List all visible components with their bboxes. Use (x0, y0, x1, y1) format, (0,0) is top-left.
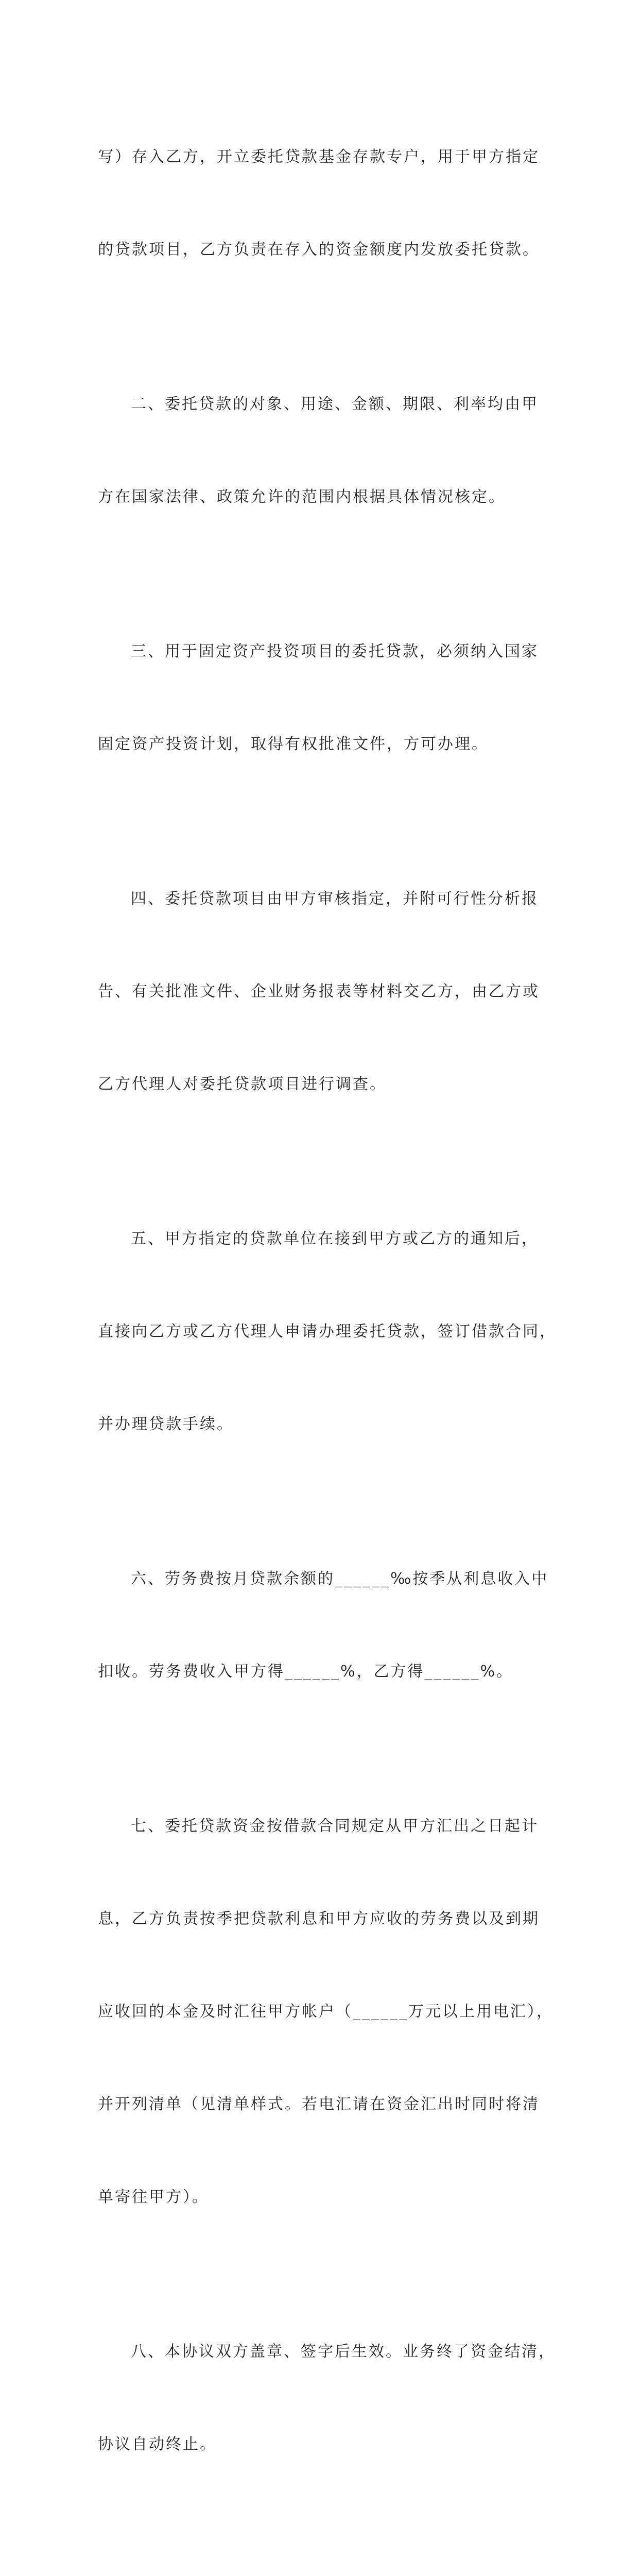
text-line: 扣收。劳务费收入甲方得______%，乙方得______%。 (98, 1663, 514, 1681)
agreement-body (98, 80, 561, 2576)
text-line: 写）存入乙方，开立委托贷款基金存款专户，用于甲方指定 (98, 148, 540, 166)
clause-8 (98, 2275, 561, 2522)
text-line: 固定资产投资计划，取得有权批准文件，方可办理。 (98, 735, 489, 753)
text-line: 五、甲方指定的贷款单位在接到甲方或乙方的通知后， (131, 1230, 539, 1248)
text-line: 六、劳务费按月贷款余额的______‰按季从利息收入中 (131, 1570, 549, 1588)
text-line: 告、有关批准文件、企业财务报表等材料交乙方，由乙方或 (98, 982, 540, 1001)
clause-2 (98, 327, 561, 574)
text-line: 协议自动终止。 (98, 2435, 217, 2453)
text-line: 息，乙方负责按季把贷款利息和甲方应收的劳务费以及到期 (98, 1910, 540, 1928)
text-line: 直接向乙方或乙方代理人申请办理委托贷款，签订借款合同， (98, 1323, 557, 1341)
text-line: 应收回的本金及时汇往甲方帐户（______万元以上用电汇）， (98, 2003, 554, 2021)
clause-7 (98, 1749, 561, 2275)
text-line: 方在国家法律、政策允许的范围内根据具体情况核定。 (98, 488, 506, 506)
text-line: 并办理贷款手续。 (98, 1415, 234, 1433)
text-line: 八、本协议双方盖章、签字后生效。业务终了资金结清， (131, 2343, 556, 2361)
text-line: 并开列清单（见清单样式。若电汇请在资金汇出时同时将清 (98, 2095, 540, 2113)
clause-6 (98, 1502, 561, 1749)
clause-9 (98, 2522, 561, 2576)
paragraph-1-continuation (98, 80, 561, 327)
text-line: 单寄往甲方）。 (98, 2188, 209, 2206)
clause-4 (98, 822, 561, 1162)
text-line: 的贷款项目，乙方负责在存入的资金额度内发放委托贷款。 (98, 241, 540, 259)
text-line: 乙方代理人对委托贷款项目进行调查。 (98, 1075, 387, 1093)
text-line: 二、委托贷款的对象、用途、金额、期限、利率均由甲 (131, 395, 539, 413)
clause-5 (98, 1162, 561, 1502)
text-line: 七、委托贷款资金按借款合同规定从甲方汇出之日起计 (131, 1817, 539, 1835)
text-line: 三、用于固定资产投资项目的委托贷款，必须纳入国家 (131, 642, 539, 660)
clause-3 (98, 574, 561, 822)
text-line: 四、委托贷款项目由甲方审核指定，并附可行性分析报 (131, 890, 539, 908)
